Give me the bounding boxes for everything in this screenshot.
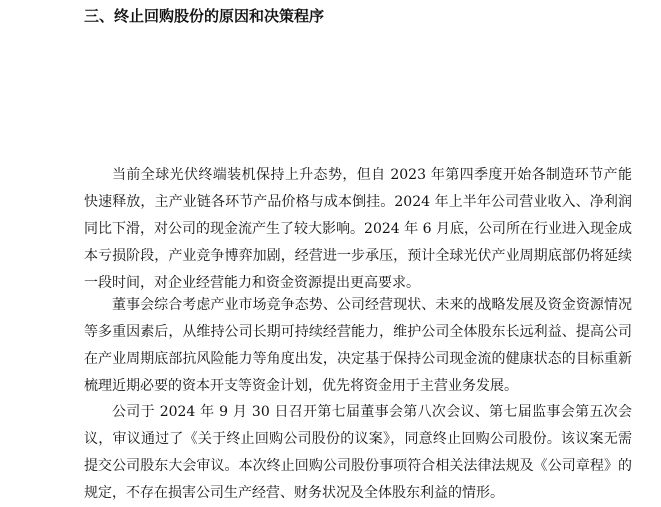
paragraph-reason-industry: 当前全球光伏终端装机保持上升态势，但自 2023 年第四季度开始各制造环节产能快速释放，主产业链各环节产品价格与成本倒挂。2024 年上半年公司营业收入、净利润同比下滑，对公司的现金流产生了较大影响。2024 年 6 月底，公司所在行业进入现金成本亏损阶段，产业竞争博弈加剧，经营进一步承压，预计全球光伏产业周期底部仍将延续一段时间，对企业经营能力和资金资源提出更高要求。 bbox=[84, 167, 632, 291]
section-heading: 三、终止回购股份的原因和决策程序 bbox=[84, 7, 325, 25]
paragraph-decision-procedure: 公司于 2024 年 9 月 30 日召开第七届董事会第八次会议、第七届监事会第五次会议，审议通过了《关于终止回购公司股份的议案》，同意终止回购公司股份。该议案无需提交公司股东大会审议。本次终止回购公司股份事项符合相关法律法规及《公司章程》的规定，不存在损害公司生产经营、财务状况及全体股东利益的情形。 bbox=[84, 404, 632, 501]
paragraph-board-consideration: 董事会综合考虑产业市场竞争态势、公司经营现状、未来的战略发展及资金资源情况等多重因素后，从维持公司长期可持续经营能力，维护公司全体股东长远利益、提高公司在产业周期底部抗风险能力等角度出发，决定基于保持公司现金流的健康状态的目标重新梳理近期必要的资本开支等资金计划，优先将资金用于主营业务发展。 bbox=[84, 297, 632, 394]
